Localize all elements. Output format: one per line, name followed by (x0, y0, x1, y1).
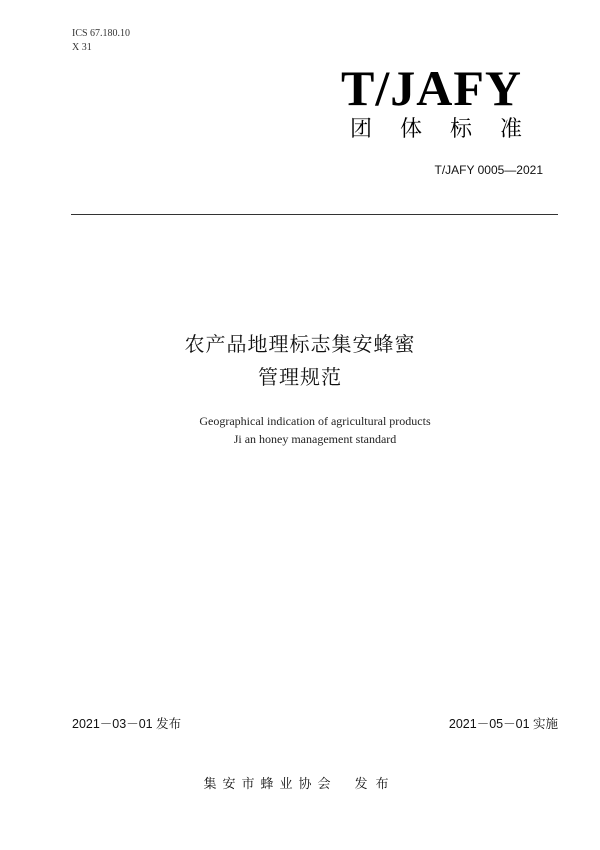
standard-type: 团体标准 (349, 117, 550, 142)
title-chinese-line1: 农产品地理标志集安蜂蜜 (184, 332, 416, 356)
title-english-line2: Ji an honey management standard (233, 432, 397, 446)
title-chinese-line2: 管理规范 (258, 365, 342, 389)
ccs-code: X 31 (72, 42, 92, 53)
issuer-line (0, 776, 600, 794)
standard-number: T/JAFY 0005—2021 (434, 163, 543, 177)
issue-verb: 发布 (354, 777, 397, 792)
implementation-date: 2021－05－01 实施 (448, 717, 558, 731)
publish-date: 2021－03－01 发布 (72, 717, 182, 731)
standard-logo: T/JAFY (341, 60, 522, 116)
issuer-organization: 集安市蜂业协会 (203, 777, 337, 792)
ics-code: ICS 67.180.10 (72, 28, 131, 39)
title-english-line1: Geographical indication of agricultural products (199, 414, 431, 428)
header-divider (71, 214, 558, 215)
